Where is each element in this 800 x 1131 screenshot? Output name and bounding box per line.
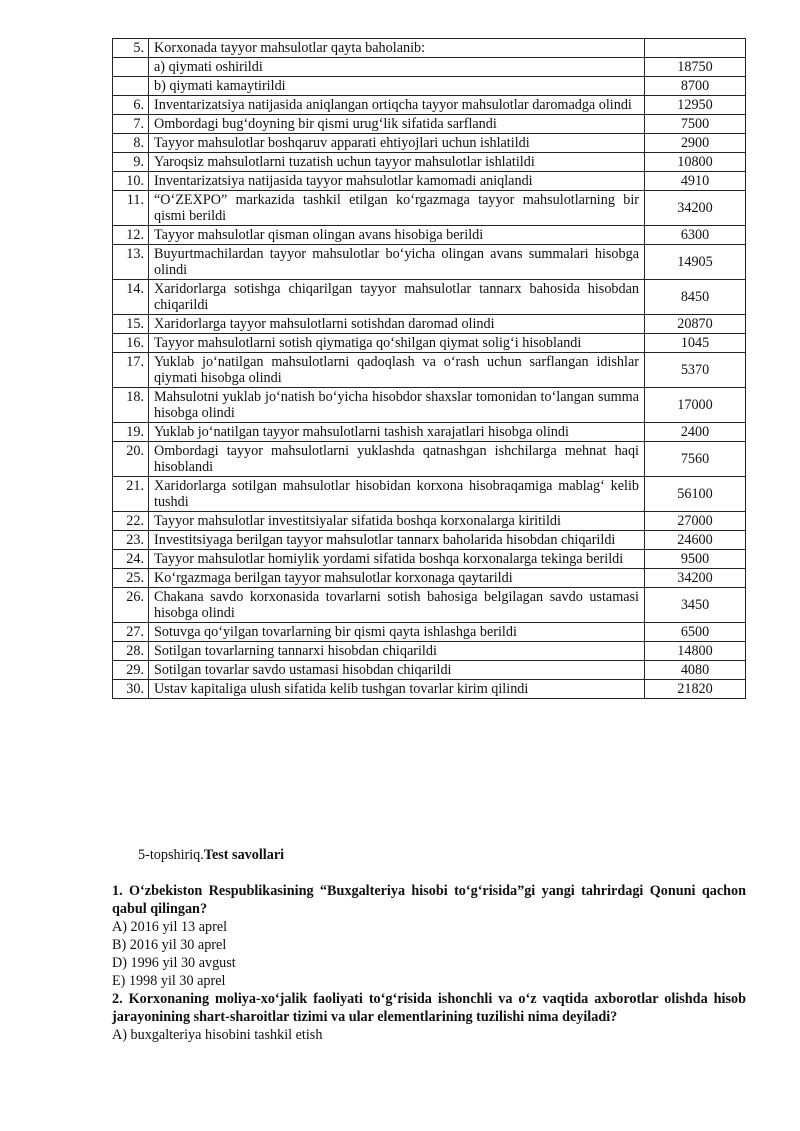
row-description: Inventarizatsiya natijasida aniqlangan ortiqcha tayyor mahsulotlar daromadga olindi [149, 96, 645, 115]
row-description: b) qiymati kamaytirildi [149, 77, 645, 96]
row-description: Buyurtmachilardan tayyor mahsulotlar bo‘yicha olingan avans summalari hisobga olindi [149, 245, 645, 280]
row-number [113, 58, 149, 77]
row-number: 7. [113, 115, 149, 134]
row-description: Yuklab jo‘natilgan mahsulotlarni qadoqlash va o‘rash uchun sarflangan idishlar qiymati hisobga olindi [149, 353, 645, 388]
row-description: Xaridorlarga sotishga chiqarilgan tayyor mahsulotlar tannarx bahosida hisobdan chiqarildi [149, 280, 645, 315]
row-amount: 7560 [645, 442, 746, 477]
table-row [113, 172, 746, 191]
row-amount: 8450 [645, 280, 746, 315]
row-number: 5. [113, 39, 149, 58]
answer-option: A) buxgalteriya hisobini tashkil etish [112, 1027, 323, 1043]
row-number: 19. [113, 423, 149, 442]
row-number: 16. [113, 334, 149, 353]
row-amount: 34200 [645, 191, 746, 226]
operations-table-wrap [112, 38, 746, 699]
table-row [113, 680, 746, 699]
row-description: Tayyor mahsulotlar boshqaruv apparati ehtiyojlari uchun ishlatildi [149, 134, 645, 153]
row-number: 15. [113, 315, 149, 334]
row-description: Ustav kapitaliga ulush sifatida kelib tushgan tovarlar kirim qilindi [149, 680, 645, 699]
row-amount: 17000 [645, 388, 746, 423]
row-amount: 6500 [645, 623, 746, 642]
row-amount: 12950 [645, 96, 746, 115]
table-row [113, 134, 746, 153]
row-description: “O‘ZEXPO” markazida tashkil etilgan ko‘rgazmaga tayyor mahsulotlarning bir qismi berildi [149, 191, 645, 226]
row-description: Tayyor mahsulotlar qisman olingan avans hisobiga berildi [149, 226, 645, 245]
row-description: Chakana savdo korxonasida tovarlarni sotish bahosiga belgilagan savdo ustamasi hisobga olindi [149, 588, 645, 623]
row-amount: 24600 [645, 531, 746, 550]
row-description: Sotilgan tovarlarning tannarxi hisobdan chiqarildi [149, 642, 645, 661]
row-amount: 4080 [645, 661, 746, 680]
row-number: 27. [113, 623, 149, 642]
row-number: 17. [113, 353, 149, 388]
answer-option: D) 1996 yil 30 avgust [112, 955, 236, 971]
row-number: 23. [113, 531, 149, 550]
table-row [113, 245, 746, 280]
row-description: Investitsiyaga berilgan tayyor mahsulotlar tannarx baholarida hisobdan chiqarildi [149, 531, 645, 550]
row-amount: 20870 [645, 315, 746, 334]
row-description: Yaroqsiz mahsulotlarni tuzatish uchun tayyor mahsulotlar ishlatildi [149, 153, 645, 172]
row-amount: 14800 [645, 642, 746, 661]
row-description: Tayyor mahsulotlar investitsiyalar sifatida boshqa korxonalarga kiritildi [149, 512, 645, 531]
table-row [113, 661, 746, 680]
row-number: 12. [113, 226, 149, 245]
row-amount: 27000 [645, 512, 746, 531]
row-number: 13. [113, 245, 149, 280]
answer-option: A) 2016 yil 13 aprel [112, 919, 228, 935]
row-amount: 3450 [645, 588, 746, 623]
row-description: Sotilgan tovarlar savdo ustamasi hisobdan chiqarildi [149, 661, 645, 680]
row-number: 25. [113, 569, 149, 588]
row-number: 30. [113, 680, 149, 699]
table-row [113, 115, 746, 134]
row-description: Yuklab jo‘natilgan tayyor mahsulotlarni tashish xarajatlari hisobga olindi [149, 423, 645, 442]
row-description: Ombordagi bug‘doyning bir qismi urug‘lik sifatida sarflandi [149, 115, 645, 134]
question-list [112, 882, 746, 1044]
row-amount: 4910 [645, 172, 746, 191]
row-number [113, 77, 149, 96]
row-number: 22. [113, 512, 149, 531]
table-row [113, 623, 746, 642]
row-number: 14. [113, 280, 149, 315]
row-amount: 56100 [645, 477, 746, 512]
operations-table-body [113, 39, 746, 699]
task-prefix: 5-topshiriq. [138, 847, 204, 863]
table-row [113, 226, 746, 245]
row-description: Ombordagi tayyor mahsulotlarni yuklashda qatnashgan ishchilarga mehnat haqi hisoblandi [149, 442, 645, 477]
row-description: Ko‘rgazmaga berilgan tayyor mahsulotlar korxonaga qaytarildi [149, 569, 645, 588]
row-amount: 7500 [645, 115, 746, 134]
row-number: 28. [113, 642, 149, 661]
row-amount: 34200 [645, 569, 746, 588]
table-row [113, 334, 746, 353]
row-number: 20. [113, 442, 149, 477]
operations-table [112, 38, 746, 699]
row-description: Mahsulotni yuklab jo‘natish bo‘yicha hisobdor shaxslar tomonidan to‘langan summa hisobga olindi [149, 388, 645, 423]
table-row [113, 191, 746, 226]
table-row [113, 642, 746, 661]
row-description: Xaridorlarga tayyor mahsulotlarni sotishdan daromad olindi [149, 315, 645, 334]
row-amount: 2400 [645, 423, 746, 442]
row-description: Korxonada tayyor mahsulotlar qayta baholanib: [149, 39, 645, 58]
table-row [113, 569, 746, 588]
row-description: Inventarizatsiya natijasida tayyor mahsulotlar kamomadi aniqlandi [149, 172, 645, 191]
row-number: 21. [113, 477, 149, 512]
table-row [113, 442, 746, 477]
row-description: Tayyor mahsulotlarni sotish qiymatiga qo‘shilgan qiymat solig‘i hisoblandi [149, 334, 645, 353]
table-row [113, 388, 746, 423]
row-amount: 18750 [645, 58, 746, 77]
table-row [113, 531, 746, 550]
table-row [113, 423, 746, 442]
table-row [113, 315, 746, 334]
row-description: Xaridorlarga sotilgan mahsulotlar hisobidan korxona hisobraqamiga mablag‘ kelib tushdi [149, 477, 645, 512]
table-row [113, 39, 746, 58]
answer-option: B) 2016 yil 30 aprel [112, 937, 227, 953]
row-description: Sotuvga qo‘yilgan tovarlarning bir qismi qayta ishlashga berildi [149, 623, 645, 642]
table-row [113, 353, 746, 388]
row-number: 8. [113, 134, 149, 153]
row-amount: 10800 [645, 153, 746, 172]
table-row [113, 58, 746, 77]
row-amount: 9500 [645, 550, 746, 569]
row-amount [645, 39, 746, 58]
row-number: 29. [113, 661, 149, 680]
row-amount: 2900 [645, 134, 746, 153]
row-amount: 6300 [645, 226, 746, 245]
row-amount: 8700 [645, 77, 746, 96]
test-section [112, 846, 746, 1044]
question-text: 1. O‘zbekiston Respublikasining “Buxgalteriya hisobi to‘g‘risida”gi yangi tahrirdagi Qonuni qachon qabul qilingan? [112, 883, 746, 917]
answer-option: E) 1998 yil 30 aprel [112, 973, 226, 989]
row-number: 18. [113, 388, 149, 423]
table-row [113, 96, 746, 115]
row-number: 11. [113, 191, 149, 226]
row-amount: 1045 [645, 334, 746, 353]
table-row [113, 550, 746, 569]
row-number: 6. [113, 96, 149, 115]
row-number: 24. [113, 550, 149, 569]
table-row [113, 153, 746, 172]
table-row [113, 77, 746, 96]
row-amount: 21820 [645, 680, 746, 699]
row-description: Tayyor mahsulotlar homiylik yordami sifatida boshqa korxonalarga tekinga berildi [149, 550, 645, 569]
question-text: 2. Korxonaning moliya-xo‘jalik faoliyati to‘g‘risida ishonchli va o‘z vaqtida axborotlar olishda hisob jarayonining shart-sharoitlar tizimi va ular elementlarining tuzilishi nima deyiladi? [112, 991, 746, 1025]
task-title: Test savollari [203, 847, 285, 863]
row-description: a) qiymati oshirildi [149, 58, 645, 77]
row-amount: 14905 [645, 245, 746, 280]
row-number: 10. [113, 172, 149, 191]
row-number: 9. [113, 153, 149, 172]
task-heading [112, 846, 746, 864]
table-row [113, 512, 746, 531]
row-amount: 5370 [645, 353, 746, 388]
table-row [113, 280, 746, 315]
row-number: 26. [113, 588, 149, 623]
table-row [113, 477, 746, 512]
table-row [113, 588, 746, 623]
